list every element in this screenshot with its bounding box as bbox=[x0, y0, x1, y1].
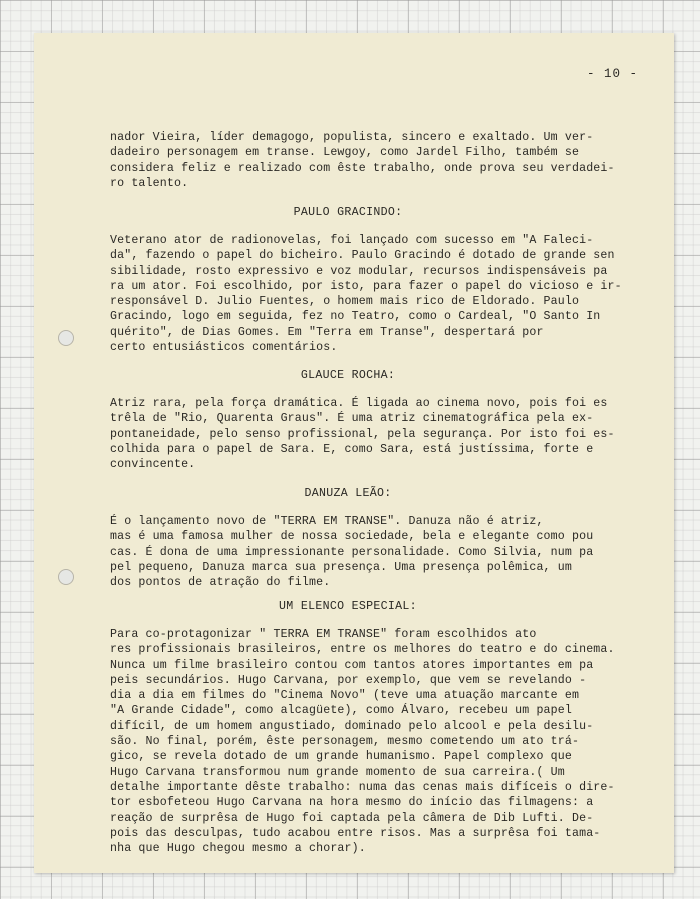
text-line: pel pequeno, Danuza marca sua presença. Uma presença polêmica, um bbox=[110, 560, 572, 574]
text-line: peis secundários. Hugo Carvana, por exemplo, que vem se revelando - bbox=[110, 673, 587, 687]
text-line: ra um ator. Foi escolhido, por isto, para fazer o papel do vicioso e ir- bbox=[110, 279, 622, 293]
text-line: pontaneidade, pelo senso profissional, pela segurança. Por isto foi es- bbox=[110, 427, 615, 441]
text-line: trêla de "Rio, Quarenta Graus". É uma atriz cinematográfica pela ex- bbox=[110, 412, 594, 426]
text-line: reação de surprêsa de Hugo foi captada pela câmera de Dib Lufti. De- bbox=[110, 811, 594, 825]
text-line: difícil, de um homem angustiado, dominado pelo alcool e pela desilu- bbox=[110, 719, 594, 733]
text-line: "A Grande Cidade", como alcagüete), como Álvaro, recebeu um papel bbox=[110, 704, 572, 718]
text-line: nha que Hugo chegou mesmo a chorar). bbox=[110, 842, 366, 856]
punch-hole-top bbox=[58, 330, 74, 346]
paragraph-paulo-gracindo bbox=[110, 233, 622, 355]
text-line: certo entusiásticos comentários. bbox=[110, 341, 338, 355]
text-line: Para co-protagonizar " TERRA EM TRANSE" foram escolhidos ato bbox=[110, 628, 537, 641]
text-line: quérito", de Dias Gomes. Em "Terra em Transe", despertará por bbox=[110, 325, 544, 339]
text-line: res profissionais brasileiros, entre os melhores do teatro e do cinema. bbox=[110, 643, 615, 657]
section-heading-elenco-especial: UM ELENCO ESPECIAL: bbox=[279, 600, 417, 613]
text-line: colhida para o papel de Sara. E, como Sara, está justíssima, forte e bbox=[110, 442, 594, 456]
text-line: sibilidade, rosto expressivo e voz modular, recursos indispensáveis pa bbox=[110, 264, 608, 278]
paragraph-danuza-leao bbox=[110, 514, 594, 590]
text-line: É o lançamento novo de "TERRA EM TRANSE". Danuza não é atriz, bbox=[110, 515, 544, 528]
text-line: detalhe importante dêste trabalho: numa das cenas mais difíceis o dire- bbox=[110, 780, 615, 794]
text-line: dos pontos de atração do filme. bbox=[110, 576, 331, 590]
text-line: nador Vieira, líder demagogo, populista, sincero e exaltado. Um ver- bbox=[110, 131, 594, 144]
section-heading-glauce-rocha: GLAUCE ROCHA: bbox=[300, 369, 396, 382]
text-line: Hugo Carvana transformou num grande momento de sua carreira.( Um bbox=[110, 765, 565, 779]
text-line: Veterano ator de radionovelas, foi lançado com sucesso em "A Faleci- bbox=[110, 234, 594, 247]
paragraph-elenco-especial bbox=[110, 627, 615, 856]
text-line: tor esbofeteou Hugo Carvana na hora mesmo do início das filmagens: a bbox=[110, 796, 594, 810]
text-line: responsável D. Julio Fuentes, o homem mais rico de Eldorado. Paulo bbox=[110, 295, 580, 309]
text-line: da", fazendo o papel do bicheiro. Paulo Gracindo é dotado de grande sen bbox=[110, 249, 615, 263]
text-line: pois das desculpas, tudo acabou entre risos. Mas a surprêsa foi tama- bbox=[110, 826, 601, 840]
text-line: convincente. bbox=[110, 458, 196, 472]
section-heading-paulo-gracindo: PAULO GRACINDO: bbox=[293, 206, 403, 219]
paragraph-glauce-rocha bbox=[110, 396, 615, 472]
text-line: ro talento. bbox=[110, 176, 189, 190]
section-heading-danuza-leao: DANUZA LEÃO: bbox=[304, 487, 392, 500]
text-line: Nunca um filme brasileiro contou com tantos atores importantes em pa bbox=[110, 658, 594, 672]
text-line: Gracindo, logo em seguida, fez no Teatro, como o Cardeal, "O Santo In bbox=[110, 310, 601, 324]
text-line: Atriz rara, pela força dramática. É ligada ao cinema novo, pois foi es bbox=[110, 397, 608, 410]
text-line: dia a dia em filmes do "Cinema Novo" (teve uma atuação marcante em bbox=[110, 689, 580, 703]
punch-hole-bottom bbox=[58, 569, 74, 585]
text-line: considera feliz e realizado com êste trabalho, onde prova seu verdadei- bbox=[110, 161, 615, 175]
text-line: gico, se revela dotado de um grande humanismo. Papel complexo que bbox=[110, 750, 572, 764]
text-line: cas. É dona de uma impressionante personalidade. Como Silvia, num pa bbox=[110, 545, 594, 559]
page-number: - 10 - bbox=[586, 67, 638, 81]
text-line: são. No final, porém, êste personagem, mesmo cometendo um ato trá- bbox=[110, 735, 580, 749]
text-line: mas é uma famosa mulher de nossa sociedade, bela e elegante como pou bbox=[110, 530, 594, 544]
paragraph-intro bbox=[110, 130, 615, 191]
text-line: dadeiro personagem em transe. Lewgoy, como Jardel Filho, também se bbox=[110, 146, 580, 160]
